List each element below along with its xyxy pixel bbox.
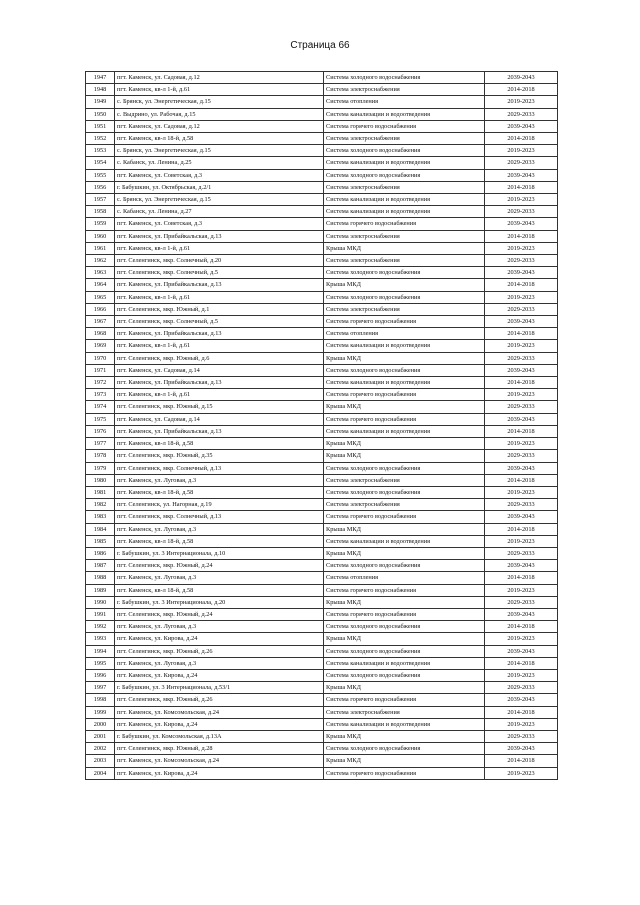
row-number: 1977 (86, 438, 115, 450)
period-cell: 2014-2018 (485, 425, 558, 437)
table-row (86, 645, 558, 657)
address-cell: пгт. Каменск, ул. Прибайкальская, д.13 (115, 425, 324, 437)
period-cell: 2029-2033 (485, 352, 558, 364)
period-cell: 2019-2023 (485, 194, 558, 206)
table-row (86, 120, 558, 132)
table-row (86, 621, 558, 633)
table-row (86, 755, 558, 767)
row-number: 1969 (86, 340, 115, 352)
system-cell: Система холодного водоснабжения (324, 145, 485, 157)
row-number: 1959 (86, 218, 115, 230)
row-number: 1958 (86, 206, 115, 218)
period-cell: 2019-2023 (485, 438, 558, 450)
system-cell: Система горячего водоснабжения (324, 316, 485, 328)
row-number: 1988 (86, 572, 115, 584)
period-cell: 2019-2023 (485, 340, 558, 352)
row-number: 2002 (86, 743, 115, 755)
table-row (86, 377, 558, 389)
address-cell: пгт. Каменск, кв-л 18-й, д.58 (115, 438, 324, 450)
period-cell: 2039-2043 (485, 743, 558, 755)
period-cell: 2039-2043 (485, 694, 558, 706)
address-cell: г. Бабушкин, ул. 3 Интернационала, д.10 (115, 547, 324, 559)
system-cell: Система канализации и водоотведения (324, 206, 485, 218)
table-row (86, 279, 558, 291)
system-cell: Крыша МКД (324, 242, 485, 254)
table-row (86, 181, 558, 193)
address-cell: пгт. Каменск, кв-л 18-й, д.58 (115, 133, 324, 145)
period-cell: 2029-2033 (485, 157, 558, 169)
table-row (86, 682, 558, 694)
system-cell: Крыша МКД (324, 682, 485, 694)
period-cell: 2014-2018 (485, 657, 558, 669)
row-number: 1987 (86, 560, 115, 572)
address-cell: пгт. Селенгинск, мкр. Солнечный, д.5 (115, 316, 324, 328)
period-cell: 2019-2023 (485, 669, 558, 681)
row-number: 1955 (86, 169, 115, 181)
address-cell: пгт. Каменск, ул. Комсомольская, д.24 (115, 706, 324, 718)
period-cell: 2029-2033 (485, 255, 558, 267)
address-cell: пгт. Каменск, ул. Луговая, д.3 (115, 523, 324, 535)
address-cell: с. Брянск, ул. Энергетическая, д.15 (115, 145, 324, 157)
address-cell: пгт. Каменск, ул. Кирова, д.24 (115, 718, 324, 730)
address-cell: пгт. Селенгинск, мкр. Южный, д.15 (115, 401, 324, 413)
row-number: 1951 (86, 120, 115, 132)
period-cell: 2014-2018 (485, 706, 558, 718)
row-number: 1964 (86, 279, 115, 291)
address-cell: пгт. Селенгинск, мкр. Южный, д.28 (115, 743, 324, 755)
period-cell: 2014-2018 (485, 755, 558, 767)
row-number: 1971 (86, 364, 115, 376)
period-cell: 2019-2023 (485, 96, 558, 108)
period-cell: 2014-2018 (485, 523, 558, 535)
table-row (86, 462, 558, 474)
row-number: 1984 (86, 523, 115, 535)
address-cell: пгт. Селенгинск, мкр. Солнечный, д.5 (115, 267, 324, 279)
row-number: 1998 (86, 694, 115, 706)
address-cell: пгт. Каменск, ул. Прибайкальская, д.13 (115, 328, 324, 340)
system-cell: Система канализации и водоотведения (324, 425, 485, 437)
address-cell: пгт. Каменск, кв-л 1-й, д.61 (115, 84, 324, 96)
row-number: 1982 (86, 499, 115, 511)
period-cell: 2019-2023 (485, 242, 558, 254)
table-row (86, 535, 558, 547)
period-cell: 2039-2043 (485, 169, 558, 181)
address-cell: пгт. Селенгинск, мкр. Южный, д.24 (115, 608, 324, 620)
row-number: 1967 (86, 316, 115, 328)
table-row (86, 242, 558, 254)
address-cell: пгт. Каменск, ул. Кирова, д.24 (115, 669, 324, 681)
row-number: 2001 (86, 730, 115, 742)
system-cell: Система отопления (324, 96, 485, 108)
period-cell: 2029-2033 (485, 108, 558, 120)
system-cell: Система горячего водоснабжения (324, 584, 485, 596)
address-cell: с. Брянск, ул. Энергетическая, д.15 (115, 96, 324, 108)
system-cell: Система электроснабжения (324, 499, 485, 511)
period-cell: 2014-2018 (485, 572, 558, 584)
table-row (86, 96, 558, 108)
system-cell: Система горячего водоснабжения (324, 608, 485, 620)
table-row (86, 547, 558, 559)
table-row (86, 255, 558, 267)
period-cell: 2029-2033 (485, 682, 558, 694)
period-cell: 2019-2023 (485, 486, 558, 498)
address-cell: г. Бабушкин, ул. Октябрьская, д.2/1 (115, 181, 324, 193)
table-row (86, 194, 558, 206)
row-number: 2000 (86, 718, 115, 730)
row-number: 1985 (86, 535, 115, 547)
table-row (86, 364, 558, 376)
period-cell: 2014-2018 (485, 474, 558, 486)
system-cell: Система горячего водоснабжения (324, 120, 485, 132)
system-cell: Система канализации и водоотведения (324, 108, 485, 120)
table-row (86, 413, 558, 425)
table-row (86, 511, 558, 523)
system-cell: Система канализации и водоотведения (324, 157, 485, 169)
period-cell: 2014-2018 (485, 328, 558, 340)
address-cell: пгт. Каменск, ул. Советская, д.3 (115, 169, 324, 181)
address-cell: пгт. Каменск, ул. Кирова, д.24 (115, 767, 324, 779)
system-cell: Крыша МКД (324, 438, 485, 450)
period-cell: 2029-2033 (485, 547, 558, 559)
table-row (86, 767, 558, 779)
table-row (86, 267, 558, 279)
row-number: 1972 (86, 377, 115, 389)
period-cell: 2019-2023 (485, 584, 558, 596)
address-cell: с. Выдрино, ул. Рабочая, д.15 (115, 108, 324, 120)
row-number: 1999 (86, 706, 115, 718)
period-cell: 2019-2023 (485, 767, 558, 779)
row-number: 1947 (86, 72, 115, 84)
period-cell: 2039-2043 (485, 608, 558, 620)
system-cell: Система горячего водоснабжения (324, 389, 485, 401)
system-cell: Система электроснабжения (324, 303, 485, 315)
table-row (86, 633, 558, 645)
period-cell: 2019-2023 (485, 291, 558, 303)
row-number: 1960 (86, 230, 115, 242)
table-row (86, 596, 558, 608)
address-cell: г. Бабушкин, ул. 3 Интернационала, д.20 (115, 596, 324, 608)
address-cell: пгт. Селенгинск, мкр. Южный, д.6 (115, 352, 324, 364)
system-cell: Крыша МКД (324, 401, 485, 413)
table-row (86, 206, 558, 218)
system-cell: Система холодного водоснабжения (324, 72, 485, 84)
row-number: 1991 (86, 608, 115, 620)
table-row (86, 706, 558, 718)
period-cell: 2039-2043 (485, 560, 558, 572)
address-cell: г. Бабушкин, ул. Комсомольская, д.13А (115, 730, 324, 742)
address-cell: пгт. Каменск, ул. Луговая, д.3 (115, 474, 324, 486)
system-cell: Система горячего водоснабжения (324, 413, 485, 425)
address-cell: пгт. Каменск, ул. Луговая, д.3 (115, 572, 324, 584)
table-row (86, 389, 558, 401)
address-cell: пгт. Каменск, ул. Прибайкальская, д.13 (115, 230, 324, 242)
row-number: 1954 (86, 157, 115, 169)
table-row (86, 218, 558, 230)
period-cell: 2039-2043 (485, 413, 558, 425)
system-cell: Система горячего водоснабжения (324, 218, 485, 230)
period-cell: 2029-2033 (485, 303, 558, 315)
row-number: 1974 (86, 401, 115, 413)
address-cell: пгт. Каменск, ул. Прибайкальская, д.13 (115, 279, 324, 291)
system-cell: Система канализации и водоотведения (324, 657, 485, 669)
address-cell: пгт. Каменск, ул. Прибайкальская, д.13 (115, 377, 324, 389)
system-cell: Крыша МКД (324, 633, 485, 645)
system-cell: Крыша МКД (324, 352, 485, 364)
row-number: 1956 (86, 181, 115, 193)
address-cell: пгт. Селенгинск, мкр. Солнечный, д.13 (115, 511, 324, 523)
address-cell: пгт. Каменск, ул. Кирова, д.24 (115, 633, 324, 645)
system-cell: Крыша МКД (324, 450, 485, 462)
row-number: 1992 (86, 621, 115, 633)
system-cell: Система электроснабжения (324, 706, 485, 718)
period-cell: 2029-2033 (485, 596, 558, 608)
system-cell: Система холодного водоснабжения (324, 267, 485, 279)
row-number: 1993 (86, 633, 115, 645)
address-cell: пгт. Каменск, ул. Луговая, д.3 (115, 657, 324, 669)
table-row (86, 157, 558, 169)
system-cell: Крыша МКД (324, 755, 485, 767)
table-row (86, 328, 558, 340)
row-number: 1994 (86, 645, 115, 657)
row-number: 2003 (86, 755, 115, 767)
row-number: 1948 (86, 84, 115, 96)
system-cell: Система канализации и водоотведения (324, 535, 485, 547)
table-row (86, 584, 558, 596)
row-number: 1979 (86, 462, 115, 474)
system-cell: Система холодного водоснабжения (324, 743, 485, 755)
page-title: Страница 66 (290, 40, 350, 51)
table-row (86, 291, 558, 303)
row-number: 1970 (86, 352, 115, 364)
address-cell: с. Кабанск, ул. Ленина, д.25 (115, 157, 324, 169)
row-number: 1963 (86, 267, 115, 279)
system-cell: Система холодного водоснабжения (324, 621, 485, 633)
address-cell: пгт. Селенгинск, мкр. Солнечный, д.13 (115, 462, 324, 474)
table-row (86, 608, 558, 620)
period-cell: 2039-2043 (485, 120, 558, 132)
table-row (86, 657, 558, 669)
period-cell: 2019-2023 (485, 718, 558, 730)
table-row (86, 694, 558, 706)
system-cell: Система отопления (324, 572, 485, 584)
table-row (86, 743, 558, 755)
address-cell: пгт. Каменск, кв-л 1-й, д.61 (115, 340, 324, 352)
row-number: 1952 (86, 133, 115, 145)
table-row (86, 572, 558, 584)
system-cell: Система электроснабжения (324, 181, 485, 193)
registry-table (85, 71, 558, 780)
system-cell: Система электроснабжения (324, 133, 485, 145)
table-row (86, 523, 558, 535)
table-row (86, 303, 558, 315)
address-cell: пгт. Каменск, ул. Советская, д.3 (115, 218, 324, 230)
system-cell: Система канализации и водоотведения (324, 194, 485, 206)
system-cell: Система холодного водоснабжения (324, 486, 485, 498)
period-cell: 2039-2043 (485, 218, 558, 230)
system-cell: Система холодного водоснабжения (324, 645, 485, 657)
table-row (86, 133, 558, 145)
table-row (86, 401, 558, 413)
row-number: 1973 (86, 389, 115, 401)
system-cell: Крыша МКД (324, 523, 485, 535)
system-cell: Система канализации и водоотведения (324, 340, 485, 352)
period-cell: 2014-2018 (485, 621, 558, 633)
system-cell: Система холодного водоснабжения (324, 560, 485, 572)
table-row (86, 718, 558, 730)
address-cell: пгт. Селенгинск, мкр. Южный, д.26 (115, 645, 324, 657)
table-row (86, 730, 558, 742)
row-number: 1976 (86, 425, 115, 437)
row-number: 1978 (86, 450, 115, 462)
system-cell: Система канализации и водоотведения (324, 377, 485, 389)
period-cell: 2014-2018 (485, 279, 558, 291)
address-cell: пгт. Каменск, кв-л 1-й, д.61 (115, 389, 324, 401)
table-row (86, 669, 558, 681)
system-cell: Система электроснабжения (324, 230, 485, 242)
row-number: 1989 (86, 584, 115, 596)
address-cell: пгт. Каменск, кв-л 1-й, д.61 (115, 242, 324, 254)
system-cell: Система горячего водоснабжения (324, 511, 485, 523)
system-cell: Крыша МКД (324, 279, 485, 291)
period-cell: 2029-2033 (485, 730, 558, 742)
row-number: 1981 (86, 486, 115, 498)
period-cell: 2014-2018 (485, 133, 558, 145)
period-cell: 2039-2043 (485, 267, 558, 279)
period-cell: 2029-2033 (485, 206, 558, 218)
address-cell: пгт. Каменск, ул. Луговая, д.3 (115, 621, 324, 633)
row-number: 1957 (86, 194, 115, 206)
system-cell: Система холодного водоснабжения (324, 364, 485, 376)
system-cell: Система электроснабжения (324, 255, 485, 267)
address-cell: пгт. Каменск, ул. Комсомольская, д.24 (115, 755, 324, 767)
address-cell: пгт. Каменск, кв-л 18-й, д.58 (115, 486, 324, 498)
address-cell: пгт. Селенгинск, мкр. Солнечный, д.20 (115, 255, 324, 267)
table-row (86, 340, 558, 352)
row-number: 1975 (86, 413, 115, 425)
row-number: 1961 (86, 242, 115, 254)
system-cell: Система горячего водоснабжения (324, 767, 485, 779)
period-cell: 2039-2043 (485, 462, 558, 474)
period-cell: 2014-2018 (485, 84, 558, 96)
address-cell: г. Бабушкин, ул. 3 Интернационала, д.53/1 (115, 682, 324, 694)
table-row (86, 352, 558, 364)
table-row (86, 438, 558, 450)
period-cell: 2039-2043 (485, 511, 558, 523)
period-cell: 2039-2043 (485, 645, 558, 657)
row-number: 1966 (86, 303, 115, 315)
table-row (86, 450, 558, 462)
system-cell: Система электроснабжения (324, 84, 485, 96)
table-row (86, 230, 558, 242)
system-cell: Система холодного водоснабжения (324, 669, 485, 681)
row-number: 2004 (86, 767, 115, 779)
address-cell: пгт. Каменск, ул. Садовая, д.14 (115, 364, 324, 376)
period-cell: 2029-2033 (485, 499, 558, 511)
period-cell: 2039-2043 (485, 364, 558, 376)
address-cell: пгт. Селенгинск, ул. Нагорная, д.19 (115, 499, 324, 511)
table-row (86, 84, 558, 96)
address-cell: пгт. Каменск, ул. Садовая, д.14 (115, 413, 324, 425)
period-cell: 2014-2018 (485, 230, 558, 242)
system-cell: Система холодного водоснабжения (324, 291, 485, 303)
address-cell: пгт. Каменск, кв-л 18-й, д.58 (115, 535, 324, 547)
table-row (86, 108, 558, 120)
table-row (86, 72, 558, 84)
period-cell: 2019-2023 (485, 145, 558, 157)
row-number: 1980 (86, 474, 115, 486)
table-row (86, 499, 558, 511)
address-cell: пгт. Каменск, ул. Садовая, д.12 (115, 120, 324, 132)
system-cell: Система электроснабжения (324, 474, 485, 486)
system-cell: Система холодного водоснабжения (324, 462, 485, 474)
system-cell: Система канализации и водоотведения (324, 718, 485, 730)
period-cell: 2019-2023 (485, 389, 558, 401)
row-number: 1950 (86, 108, 115, 120)
system-cell: Крыша МКД (324, 547, 485, 559)
period-cell: 2039-2043 (485, 316, 558, 328)
table-row (86, 316, 558, 328)
row-number: 1997 (86, 682, 115, 694)
address-cell: пгт. Селенгинск, мкр. Южный, д.35 (115, 450, 324, 462)
table-row (86, 425, 558, 437)
row-number: 1990 (86, 596, 115, 608)
address-cell: пгт. Каменск, кв-л 1-й, д.61 (115, 291, 324, 303)
system-cell: Система холодного водоснабжения (324, 169, 485, 181)
period-cell: 2014-2018 (485, 377, 558, 389)
system-cell: Система отопления (324, 328, 485, 340)
row-number: 1983 (86, 511, 115, 523)
period-cell: 2014-2018 (485, 181, 558, 193)
row-number: 1949 (86, 96, 115, 108)
address-cell: пгт. Селенгинск, мкр. Южный, д.24 (115, 560, 324, 572)
system-cell: Крыша МКД (324, 596, 485, 608)
row-number: 1965 (86, 291, 115, 303)
row-number: 1986 (86, 547, 115, 559)
system-cell: Крыша МКД (324, 730, 485, 742)
period-cell: 2019-2023 (485, 535, 558, 547)
period-cell: 2039-2043 (485, 72, 558, 84)
address-cell: пгт. Каменск, ул. Садовая, д.12 (115, 72, 324, 84)
table-row (86, 486, 558, 498)
row-number: 1968 (86, 328, 115, 340)
period-cell: 2019-2023 (485, 633, 558, 645)
table-row (86, 560, 558, 572)
table-row (86, 169, 558, 181)
row-number: 1962 (86, 255, 115, 267)
address-cell: пгт. Селенгинск, мкр. Южный, д.1 (115, 303, 324, 315)
row-number: 1996 (86, 669, 115, 681)
row-number: 1953 (86, 145, 115, 157)
period-cell: 2029-2033 (485, 401, 558, 413)
registry-table-body (86, 72, 558, 780)
address-cell: пгт. Селенгинск, мкр. Южный, д.26 (115, 694, 324, 706)
address-cell: пгт. Каменск, кв-л 18-й, д.58 (115, 584, 324, 596)
address-cell: с. Кабанск, ул. Ленина, д.27 (115, 206, 324, 218)
address-cell: с. Брянск, ул. Энергетическая, д.15 (115, 194, 324, 206)
row-number: 1995 (86, 657, 115, 669)
system-cell: Система горячего водоснабжения (324, 694, 485, 706)
table-row (86, 474, 558, 486)
period-cell: 2029-2033 (485, 450, 558, 462)
table-row (86, 145, 558, 157)
